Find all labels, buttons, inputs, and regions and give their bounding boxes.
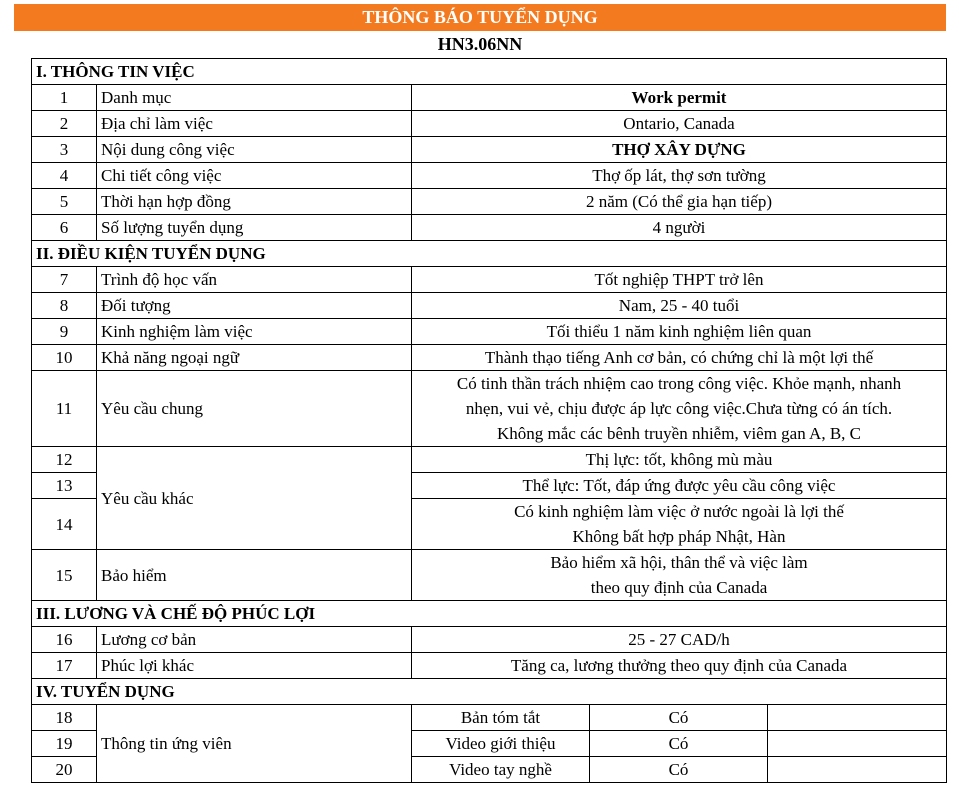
applicant-status: Có (590, 731, 768, 757)
row-label: Phúc lợi khác (97, 653, 412, 679)
table-row (32, 293, 947, 319)
row-label: Đối tượng (97, 293, 412, 319)
row-value (412, 371, 947, 447)
applicant-status: Có (590, 757, 768, 783)
row-value: Thành thạo tiếng Anh cơ bản, có chứng chỉ là một lợi thế (412, 345, 947, 371)
value-line: Có kinh nghiệm làm việc ở nước ngoài là lợi thế (514, 502, 844, 521)
value-line: Có tinh thần trách nhiệm cao trong công việc. Khỏe mạnh, nhanh (456, 374, 902, 393)
row-number: 13 (32, 473, 97, 499)
applicant-item: Bản tóm tắt (412, 705, 590, 731)
applicant-item: Video tay nghề (412, 757, 590, 783)
banner-title: THÔNG BÁO TUYỂN DỤNG (14, 4, 946, 31)
table-row (32, 627, 947, 653)
row-number: 11 (32, 371, 97, 447)
row-value: Tăng ca, lương thưởng theo quy định của Canada (412, 653, 947, 679)
row-number: 6 (32, 215, 97, 241)
table-row (32, 137, 947, 163)
table-row (32, 550, 947, 601)
table-row (32, 345, 947, 371)
row-value (412, 499, 947, 550)
row-number: 3 (32, 137, 97, 163)
row-value: 2 năm (Có thể gia hạn tiếp) (412, 189, 947, 215)
section-title: II. ĐIỀU KIỆN TUYỂN DỤNG (32, 241, 947, 267)
row-number: 1 (32, 85, 97, 111)
row-label: Chi tiết công việc (97, 163, 412, 189)
row-number: 4 (32, 163, 97, 189)
row-value: Thị lực: tốt, không mù màu (412, 447, 947, 473)
table-row (32, 267, 947, 293)
row-label: Thông tin ứng viên (97, 705, 412, 783)
row-number: 7 (32, 267, 97, 293)
table-row (32, 653, 947, 679)
section-row (32, 59, 947, 85)
row-number: 16 (32, 627, 97, 653)
row-number: 12 (32, 447, 97, 473)
row-label: Bảo hiểm (97, 550, 412, 601)
row-number: 14 (32, 499, 97, 550)
row-number: 9 (32, 319, 97, 345)
row-number: 10 (32, 345, 97, 371)
row-label: Yêu cầu khác (97, 447, 412, 550)
table-row (32, 163, 947, 189)
row-value: Thể lực: Tốt, đáp ứng được yêu cầu công việc (412, 473, 947, 499)
section-title: III. LƯƠNG VÀ CHẾ ĐỘ PHÚC LỢI (32, 601, 947, 627)
row-value: THỢ XÂY DỰNG (412, 137, 947, 163)
row-value (412, 550, 947, 601)
row-number: 17 (32, 653, 97, 679)
row-label: Nội dung công việc (97, 137, 412, 163)
row-value: Thợ ốp lát, thợ sơn tường (412, 163, 947, 189)
table-row (32, 111, 947, 137)
row-label: Địa chỉ làm việc (97, 111, 412, 137)
applicant-status: Có (590, 705, 768, 731)
applicant-item: Video giới thiệu (412, 731, 590, 757)
section-title: I. THÔNG TIN VIỆC (32, 59, 947, 85)
row-label: Lương cơ bản (97, 627, 412, 653)
value-line: Không mắc các bênh truyền nhiễm, viêm gan A, B, C (497, 424, 861, 443)
table-row (32, 85, 947, 111)
row-number: 5 (32, 189, 97, 215)
value-line: theo quy định của Canada (590, 578, 768, 597)
row-value: Work permit (412, 85, 947, 111)
table-row (32, 189, 947, 215)
value-line: Bảo hiểm xã hội, thân thể và việc làm (550, 553, 808, 572)
row-value: Tốt nghiệp THPT trở lên (412, 267, 947, 293)
row-label: Khả năng ngoại ngữ (97, 345, 412, 371)
row-value: Tối thiểu 1 năm kinh nghiệm liên quan (412, 319, 947, 345)
row-number: 15 (32, 550, 97, 601)
row-label: Kinh nghiệm làm việc (97, 319, 412, 345)
row-number: 20 (32, 757, 97, 783)
value-line: nhẹn, vui vẻ, chịu được áp lực công việc.Chưa từng có án tích. (465, 399, 893, 418)
row-value: Ontario, Canada (412, 111, 947, 137)
job-code: HN3.06NN (437, 34, 523, 54)
value-line: Không bất hợp pháp Nhật, Hàn (572, 527, 786, 546)
row-label: Trình độ học vấn (97, 267, 412, 293)
row-value: Nam, 25 - 40 tuổi (412, 293, 947, 319)
row-value: 25 - 27 CAD/h (412, 627, 947, 653)
section-title: IV. TUYỂN DỤNG (32, 679, 947, 705)
table-row (32, 705, 947, 731)
section-row (32, 679, 947, 705)
row-label: Số lượng tuyển dụng (97, 215, 412, 241)
row-label: Danh mục (97, 85, 412, 111)
row-label: Yêu cầu chung (97, 371, 412, 447)
job-info-table (31, 58, 947, 783)
row-number: 18 (32, 705, 97, 731)
table-row (32, 319, 947, 345)
row-value: 4 người (412, 215, 947, 241)
table-row (32, 215, 947, 241)
table-row (32, 371, 947, 447)
section-row (32, 241, 947, 267)
row-number: 2 (32, 111, 97, 137)
section-row (32, 601, 947, 627)
empty-cell (768, 731, 947, 757)
table-row (32, 447, 947, 473)
row-label: Thời hạn hợp đồng (97, 189, 412, 215)
empty-cell (768, 705, 947, 731)
row-number: 8 (32, 293, 97, 319)
empty-cell (768, 757, 947, 783)
row-number: 19 (32, 731, 97, 757)
